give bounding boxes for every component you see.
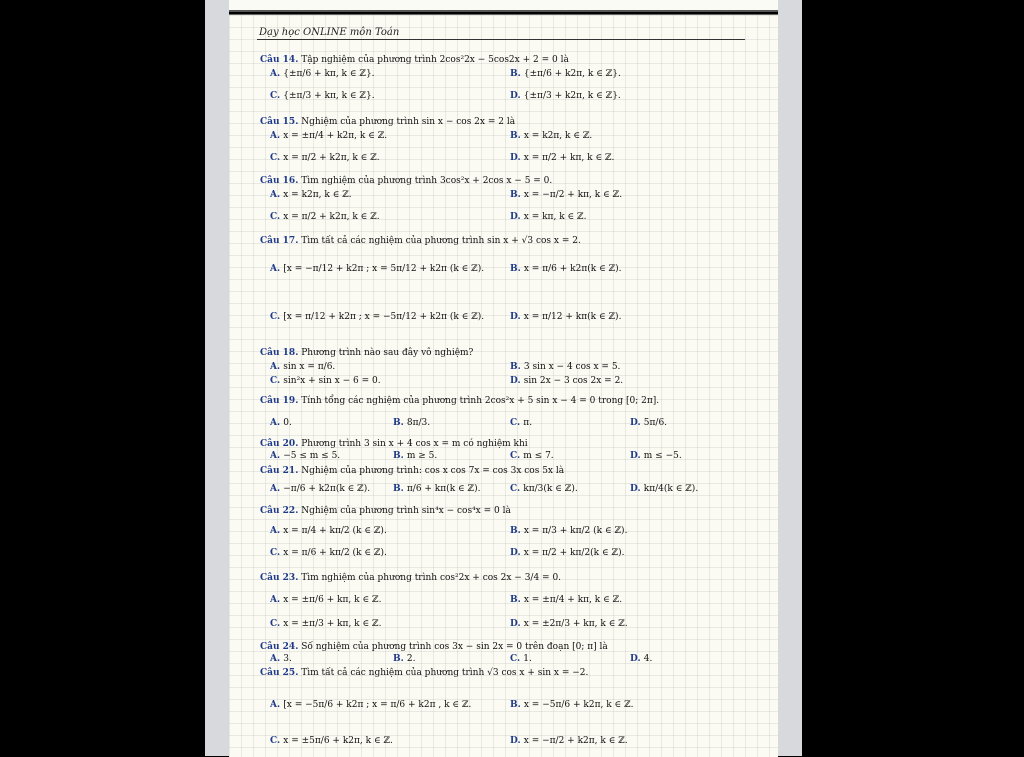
answer-option-b [510,526,627,536]
option-text: kπ/4(k ∈ ℤ). [643,484,699,494]
answer-option-a [270,700,471,710]
answer-option-d [630,654,652,664]
option-text: x = k2π, k ∈ ℤ. [283,190,352,200]
option-letter: C. [270,736,284,746]
question-text: Tìm tất cả các nghiệm của phương trình sin x + √3 cos x = 2. [298,236,581,246]
question-number: Câu 14. [260,55,299,65]
option-letter: D. [510,91,524,101]
answer-option-b [393,418,430,428]
viewer-margin-left [205,0,229,756]
answer-option-b [393,484,480,494]
question-stem [260,439,740,449]
option-letter: D. [630,418,644,428]
question-stem [260,466,740,476]
option-text: x = −π/2 + kπ, k ∈ ℤ. [523,190,623,200]
option-letter: D. [510,548,524,558]
question-stem [260,236,740,246]
option-letter: C. [510,654,524,664]
option-text: {±π/6 + kπ, k ∈ ℤ}. [283,69,375,79]
option-letter: B. [393,484,407,494]
option-text: {±π/3 + kπ, k ∈ ℤ}. [283,91,375,101]
option-letter: D. [510,736,524,746]
question-stem [260,396,740,406]
answer-option-d [510,153,614,163]
option-text: {±π/6 + k2π, k ∈ ℤ}. [523,69,621,79]
option-text: x = ±5π/6 + k2π, k ∈ ℤ. [283,736,393,746]
question-text: Nghiệm của phương trình: cos x cos 7x = cos 3x cos 5x là [298,466,565,476]
question-number: Câu 15. [260,117,299,127]
answer-option-a [270,526,387,536]
question-text: Tìm nghiệm của phương trình 3cos²x + 2cos x − 5 = 0. [298,176,553,186]
option-text: x = π/6 + kπ/2 (k ∈ ℤ). [283,548,387,558]
answer-option-c [270,376,381,386]
option-text: sin 2x − 3 cos 2x = 2. [523,376,624,386]
option-text: x = ±2π/3 + kπ, k ∈ ℤ. [523,619,628,629]
option-letter: D. [630,484,644,494]
answer-option-c [510,418,532,428]
question-stem [260,642,740,652]
option-text: [x = −5π/6 + k2π ; x = π/6 + k2π , k ∈ ℤ. [283,700,472,710]
option-text: m ≤ −5. [643,451,682,461]
question-stem [260,668,740,678]
question-text: Số nghiệm của phương trình cos 3x − sin 2x = 0 trên đoạn [0; π] là [298,642,608,652]
option-letter: B. [510,190,524,200]
option-letter: B. [393,418,407,428]
answer-option-c [270,736,393,746]
option-letter: B. [393,654,407,664]
question-stem [260,176,740,186]
option-letter: C. [270,619,284,629]
previous-page-edge [229,0,778,12]
option-text: −5 ≤ m ≤ 5. [283,451,341,461]
question-text: Tập nghiệm của phương trình 2cos²2x − 5cos2x + 2 = 0 là [298,55,569,65]
answer-option-b [510,362,620,372]
question-text: Nghiệm của phương trình sin x − cos 2x = 2 là [298,117,516,127]
answer-option-a [270,362,335,372]
answer-option-a [270,451,340,461]
option-text: 3 sin x − 4 cos x = 5. [523,362,621,372]
answer-option-a [270,264,484,274]
option-letter: B. [510,700,524,710]
answer-option-b [510,595,622,605]
answer-option-a [270,69,375,79]
question-text: Tìm tất cả các nghiệm của phương trình √3 cos x + sin x = −2. [298,668,589,678]
question-number: Câu 21. [260,466,299,476]
answer-option-d [510,312,621,322]
answer-option-d [630,451,682,461]
answer-option-a [270,418,292,428]
option-text: x = π/2 + k2π, k ∈ ℤ. [283,153,380,163]
option-letter: D. [510,619,524,629]
answer-option-a [270,131,387,141]
option-text: x = ±π/3 + kπ, k ∈ ℤ. [283,619,382,629]
option-letter: D. [510,376,524,386]
option-letter: A. [270,362,284,372]
answer-option-a [270,595,381,605]
option-text: x = −5π/6 + k2π, k ∈ ℤ. [523,700,634,710]
question-text: Phương trình 3 sin x + 4 cos x = m có nghiệm khi [298,439,528,449]
option-text: 3. [283,654,292,664]
option-letter: A. [270,264,284,274]
answer-option-c [270,312,484,322]
answer-option-d [630,418,667,428]
answer-option-d [510,212,586,222]
option-letter: D. [510,212,524,222]
option-text: m ≥ 5. [406,451,438,461]
option-letter: A. [270,418,284,428]
option-letter: A. [270,484,284,494]
document-page [229,14,778,757]
option-text: x = π/4 + kπ/2 (k ∈ ℤ). [283,526,387,536]
option-text: sin²x + sin x − 6 = 0. [283,376,381,386]
question-stem [260,506,740,516]
viewer-margin-right [778,0,802,756]
option-text: sin x = π/6. [283,362,336,372]
question-text: Nghiệm của phương trình sin⁴x − cos⁴x = 0 là [298,506,511,516]
option-text: m ≤ 7. [523,451,554,461]
option-letter: C. [270,548,284,558]
answer-option-c [270,548,387,558]
option-letter: C. [270,153,284,163]
option-text: π. [523,418,533,428]
option-letter: C. [510,418,524,428]
option-text: x = ±π/4 + k2π, k ∈ ℤ. [283,131,388,141]
option-letter: B. [510,595,524,605]
option-letter: A. [270,700,284,710]
option-letter: B. [510,526,524,536]
option-text: 8π/3. [406,418,431,428]
option-letter: B. [393,451,407,461]
option-letter: C. [510,451,524,461]
option-letter: C. [270,312,284,322]
answer-option-c [510,654,532,664]
question-number: Câu 18. [260,348,299,358]
question-number: Câu 25. [260,668,299,678]
option-text: x = ±π/6 + kπ, k ∈ ℤ. [283,595,382,605]
option-letter: A. [270,526,284,536]
option-letter: A. [270,595,284,605]
answer-option-d [510,736,628,746]
option-letter: C. [270,212,284,222]
question-number: Câu 17. [260,236,299,246]
question-number: Câu 23. [260,573,299,583]
option-letter: A. [270,131,284,141]
answer-option-c [510,484,578,494]
option-text: x = −π/2 + k2π, k ∈ ℤ. [523,736,628,746]
page-header: Dạy học ONLINE môn Toán [259,27,400,38]
option-text: 2. [406,654,416,664]
answer-option-a [270,190,352,200]
option-text: 1. [523,654,532,664]
option-text: 4. [643,654,653,664]
header-rule [257,39,745,40]
option-letter: B. [510,362,524,372]
answer-option-d [510,548,624,558]
option-letter: D. [510,312,524,322]
answer-option-c [510,451,554,461]
option-text: [x = π/12 + k2π ; x = −5π/12 + k2π (k ∈ ℤ). [283,312,485,322]
question-stem [260,117,740,127]
answer-option-b [393,451,437,461]
answer-option-c [270,91,375,101]
option-text: x = k2π, k ∈ ℤ. [523,131,593,141]
question-number: Câu 19. [260,396,299,406]
option-letter: A. [270,654,284,664]
answer-option-c [270,212,380,222]
option-letter: A. [270,190,284,200]
answer-option-b [510,700,634,710]
option-text: x = π/2 + kπ, k ∈ ℤ. [523,153,615,163]
question-text: Tìm nghiệm của phương trình cos²2x + cos 2x − 3/4 = 0. [298,573,562,583]
option-text: x = π/12 + kπ(k ∈ ℤ). [523,312,622,322]
option-letter: B. [510,131,524,141]
answer-option-a [270,654,292,664]
option-text: x = π/3 + kπ/2 (k ∈ ℤ). [523,526,628,536]
option-text: {±π/3 + k2π, k ∈ ℤ}. [523,91,621,101]
option-text: x = kπ, k ∈ ℤ. [523,212,587,222]
option-text: x = ±π/4 + kπ, k ∈ ℤ. [523,595,623,605]
option-letter: B. [510,69,524,79]
question-stem [260,55,740,65]
question-text: Tính tổng các nghiệm của phương trình 2cos²x + 5 sin x − 4 = 0 trong [0; 2π]. [298,396,660,406]
question-number: Câu 20. [260,439,299,449]
option-letter: B. [510,264,524,274]
option-text: 5π/6. [643,418,668,428]
answer-option-b [393,654,415,664]
option-letter: C. [270,376,284,386]
answer-option-b [510,131,592,141]
question-stem [260,573,740,583]
option-text: [x = −π/12 + k2π ; x = 5π/12 + k2π (k ∈ ℤ). [283,264,485,274]
answer-option-b [510,69,621,79]
option-text: x = π/2 + k2π, k ∈ ℤ. [283,212,380,222]
answer-option-b [510,190,622,200]
answer-option-d [510,376,623,386]
question-text: Phương trình nào sau đây vô nghiệm? [298,348,474,358]
option-letter: D. [630,451,644,461]
option-text: x = π/2 + kπ/2(k ∈ ℤ). [523,548,625,558]
answer-option-d [630,484,698,494]
option-letter: D. [630,654,644,664]
answer-option-d [510,91,621,101]
option-text: 0. [283,418,292,428]
question-number: Câu 24. [260,642,299,652]
question-number: Câu 16. [260,176,299,186]
answer-option-c [270,153,380,163]
answer-option-d [510,619,628,629]
question-number: Câu 22. [260,506,299,516]
question-stem [260,348,740,358]
option-letter: C. [510,484,524,494]
option-text: kπ/3(k ∈ ℤ). [523,484,578,494]
option-text: π/6 + kπ(k ∈ ℤ). [406,484,481,494]
answer-option-c [270,619,381,629]
option-letter: A. [270,451,284,461]
answer-option-a [270,484,370,494]
option-letter: A. [270,69,284,79]
option-text: −π/6 + k2π(k ∈ ℤ). [283,484,371,494]
option-letter: C. [270,91,284,101]
option-text: x = π/6 + k2π(k ∈ ℤ). [523,264,622,274]
answer-option-b [510,264,622,274]
option-letter: D. [510,153,524,163]
